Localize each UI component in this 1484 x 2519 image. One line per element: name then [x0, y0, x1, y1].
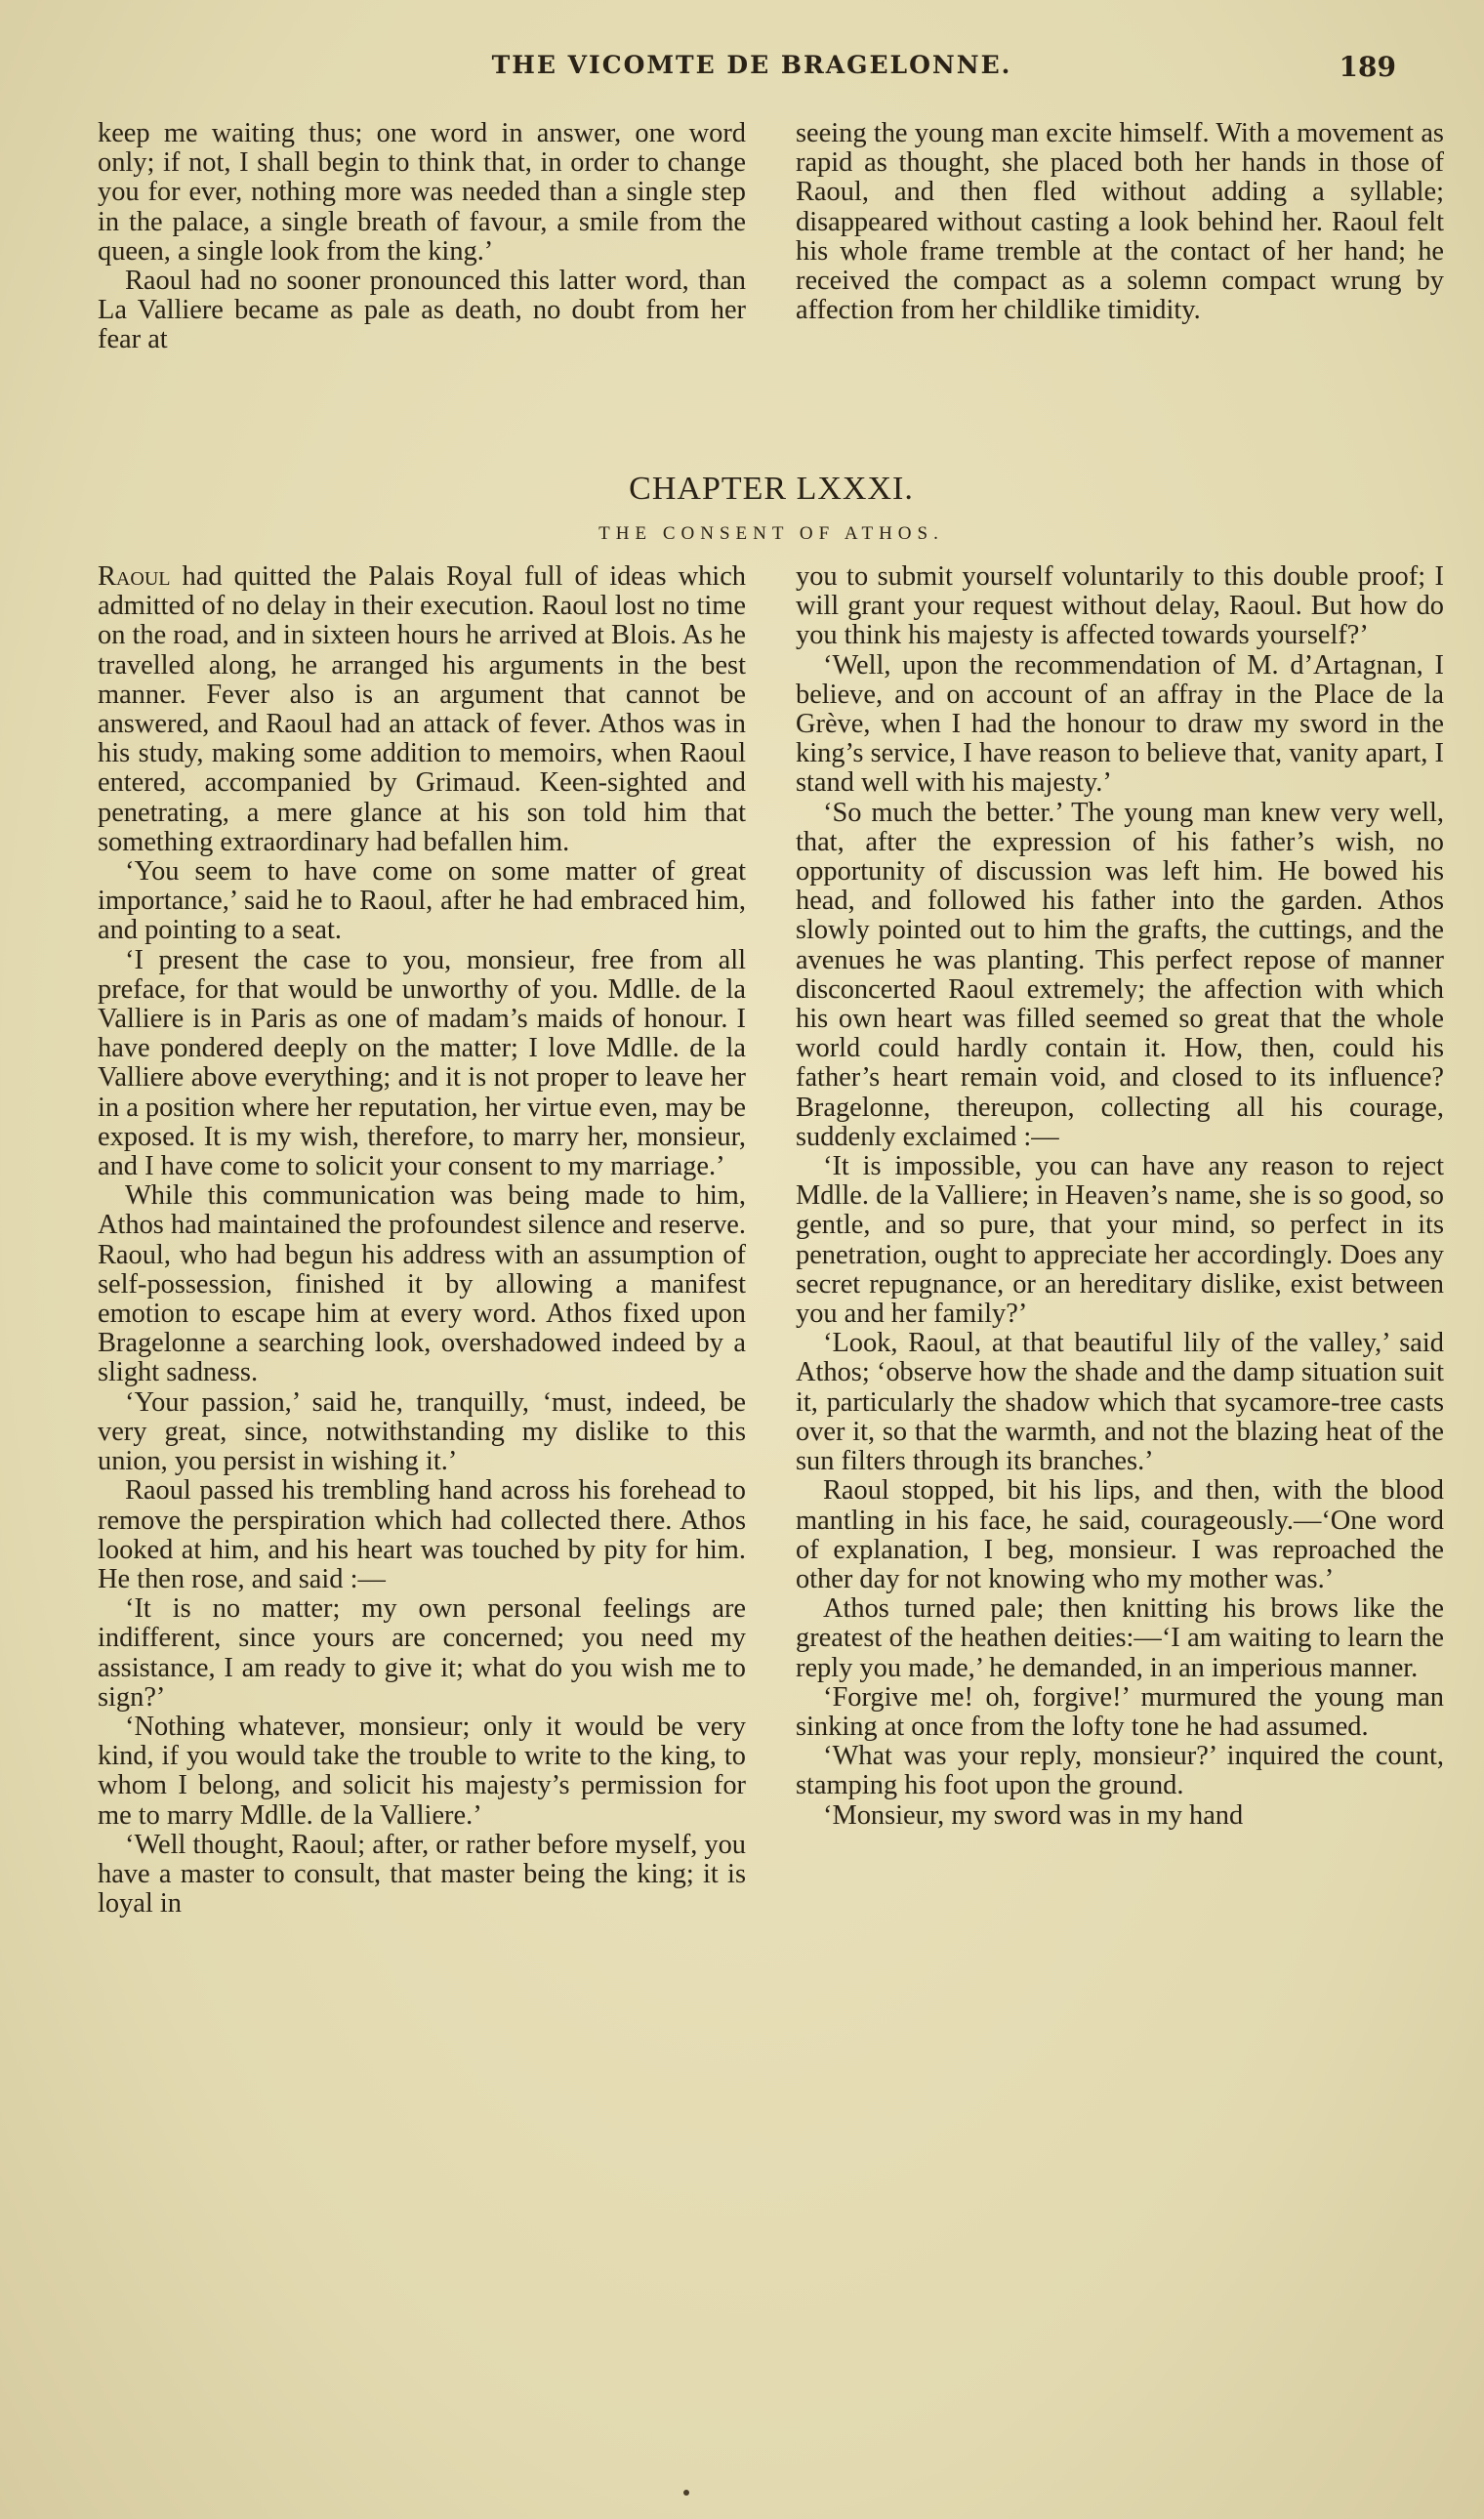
paragraph: ‘It is impossible, you can have any reason to reject Mdlle. de la Valliere; in Heaven’s name, she is so good, so gentle, and so pure, that your mind, so perfect in its penetration, ought to appreciate her accordingly. Does any secret repugnance, or an hereditary dislike, exist between you and her family?’	[796, 1151, 1444, 1330]
opening-text: had quitted the Palais Royal full of ideas which admitted of no delay in their execution. Raoul lost no time on the road, and in sixteen hours he arrived at Blois. As he travelled along, he arranged his arguments in the best manner. Fever also is an argument that cannot be answered, and Raoul had an attack of fever. Athos was in his study, making some addition to memoirs, when Raoul entered, accompanied by Grimaud. Keen-sighted and penetrating, a mere glance at his son told him that something extraordinary had befallen him.	[98, 561, 746, 857]
opening-paragraph	[98, 562, 746, 857]
paragraph: ‘Your passion,’ said he, tranquilly, ‘must, indeed, be very great, since, notwithstanding my dislike to this union, you persist in wishing it.’	[98, 1386, 746, 1477]
paragraph: ‘Well thought, Raoul; after, or rather before myself, you have a master to consult, that master being the king; it is loyal in	[98, 1829, 746, 1920]
top-right-column	[796, 119, 1444, 325]
paragraph: ‘What was your reply, monsieur?’ inquired the count, stamping his foot upon the ground.	[796, 1741, 1444, 1801]
main-left-column	[98, 562, 746, 1919]
top-left-column	[98, 119, 746, 355]
paragraph: While this communication was being made to him, Athos had maintained the profoundest silence and reserve. Raoul, who had begun his address with an assumption of self-possession, finished it by allowing a manifest emotion to escape him at every word. Athos fixed upon Bragelonne a searching look, overshadowed indeed by a slight sadness.	[98, 1180, 746, 1388]
paragraph: Raoul passed his trembling hand across his forehead to remove the perspiration which had collected there. Athos looked at him, and his heart was touched by pity for him. He then rose, and said :—	[98, 1475, 746, 1594]
paragraph: Raoul stopped, bit his lips, and then, with the blood mantling in his face, he said, courageously.—‘One word of explanation, I beg, monsieur. I was reproached the other day for not knowing who my mother was.’	[796, 1475, 1444, 1594]
paragraph: ‘Look, Raoul, at that beautiful lily of the valley,’ said Athos; ‘observe how the shade and the damp situation suit it, particularly the shadow which that sycamore-tree casts over it, so that the warmth, and not the blazing heat of the sun filters through its branches.’	[796, 1328, 1444, 1477]
paragraph: ‘I present the case to you, monsieur, free from all preface, for that would be unworthy of you. Mdlle. de la Valliere is in Paris as one of madam’s maids of honour. I have pondered deeply on the matter; I love Mdlle. de la Valliere above everything; and it is not proper to leave her in a position where her reputation, her virtue even, may be exposed. It is my wish, therefore, to marry her, monsieur, and I have come to solicit your consent to my marriage.’	[98, 944, 746, 1182]
paragraph: ‘Nothing whatever, monsieur; only it would be very kind, if you would take the trouble to write to the king, to whom I belong, and solicit his majesty’s permission for me to marry Mdlle. de la Valliere.’	[98, 1711, 746, 1831]
paragraph: ‘So much the better.’ The young man knew very well, that, after the expression of his father’s wish, no opportunity of discussion was left him. He bowed his head, and followed his father into the garden. Athos slowly pointed out to him the grafts, the cuttings, and the avenues he was planting. This perfect repose of manner disconcerted Raoul extremely; the affection with which his own heart was filled seemed so great that the whole world could hardly contain it. How, then, could his father’s heart remain void, and closed to its influence? Bragelonne, thereupon, collecting all his courage, suddenly exclaimed :—	[796, 797, 1444, 1152]
paragraph: Athos turned pale; then knitting his brows like the greatest of the heathen deities:—‘I am waiting to learn the reply you made,’ he demanded, in an imperious manner.	[796, 1593, 1444, 1683]
paragraph: seeing the young man excite himself. With a movement as rapid as thought, she placed both her hands in those of Raoul, and then fled without adding a syllable; disappeared without casting a look behind her. Raoul felt his whole frame tremble at the contact of her hand; he received the compact as a solemn compact wrung by affection from her childlike timidity.	[796, 118, 1444, 326]
paragraph: ‘It is no matter; my own personal feelings are indifferent, since yours are concerned; you need my assistance, I am ready to give it; what do you wish me to sign?’	[98, 1593, 746, 1713]
ink-speck	[683, 2490, 689, 2496]
paragraph: ‘You seem to have come on some matter of great importance,’ said he to Raoul, after he had embraced him, and pointing to a seat.	[98, 856, 746, 946]
paragraph: ‘Well, upon the recommendation of M. d’Artagnan, I believe, and on account of an affray in the Place de la Grève, when I had the honour to draw my sword in the king’s service, I have reason to believe that, vanity apart, I stand well with his majesty.’	[796, 649, 1444, 799]
opening-word: Raoul	[98, 561, 171, 592]
page-number: 189	[1339, 51, 1396, 83]
chapter-title: CHAPTER LXXXI.	[629, 471, 914, 507]
chapter-subtitle: THE CONSENT OF ATHOS.	[598, 523, 944, 544]
paragraph: Raoul had no sooner pronounced this latter word, than La Valliere became as pale as death, no doubt from her fear at	[98, 266, 746, 355]
paragraph: you to submit yourself voluntarily to this double proof; I will grant your request without delay, Raoul. But how do you think his majesty is affected towards yourself?’	[796, 561, 1444, 651]
paragraph: ‘Forgive me! oh, forgive!’ murmured the young man sinking at once from the lofty tone he had assumed.	[796, 1681, 1444, 1742]
running-title: THE VICOMTE DE BRAGELONNE.	[491, 51, 1012, 79]
paragraph: keep me waiting thus; one word in answer, one word only; if not, I shall begin to think that, in order to change you for ever, nothing more was needed than a single step in the palace, a single breath of favour, a smile from the queen, a single look from the king.’	[98, 118, 746, 267]
main-right-column	[796, 562, 1444, 1831]
paragraph: ‘Monsieur, my sword was in my hand	[823, 1799, 1244, 1831]
running-head	[98, 51, 1406, 90]
